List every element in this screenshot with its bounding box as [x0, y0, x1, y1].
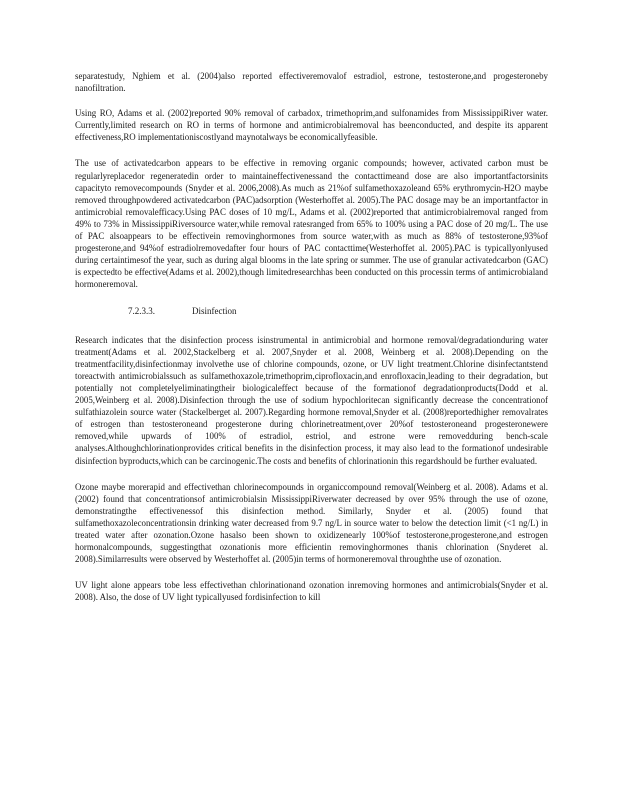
paragraph-disinfection: Research indicates that the disinfection process isinstrumental in antimicrobial and hormone removal/degradationduring water treatment(Adams et al. 2002,Stackelberg et al. 2007,Snyder et al. 2008, Weinberg et al. 2008).Depending on the treatmentfacility,disinfectionmay involvethe use of chlorine compounds, ozone, or UV light treatment.Chlorine disinfectantstend toreactwith antimicrobialssuch as sulfamethoxazole,trimethoprim,ciprofloxacin,and enrofloxacin,leading to their degradation, but potentially not completelyeliminatingtheir biologicaleffect because of the formationof degradationproducts(Dodd et al. 2005,Weinberg et al. 2008).Disinfection through the use of sodium hypochloritecan significantly decrease the concentrationof sulfathiazolein source water (Stackelberget al. 2007).Regarding hormone removal,Snyder et al. (2008)reportedhigher removalrates of estrogen than testosteroneand progesterone during chlorinetreatment,over 20%of testosteroneand progesteronewere removed,while upwards of 100% of estradiol, estriol, and estrone were removedduring bench-scale analyses.Althoughchlorinationprovides critical benefits in the disinfection process, it may also lead to the formationof undesirable disinfection byproducts,which can be carcinogenic.The costs and benefits of chlorinationin this regardshould be further evaluated.: [75, 334, 548, 466]
paragraph-uv-light: UV light alone appears tobe less effectivethan chlorinationand ozonation inremoving hormones and antimicrobials(Snyder et al. 2008). Also, the dose of UV light typicallyused fordisinfection to kill: [75, 580, 548, 603]
paragraph-reverse-osmosis: Using RO, Adams et al. (2002)reported 90% removal of carbadox, trimethoprim,and sulfonamides from MississippiRiver water. Currently,limited research on RO in terms of hormone and antimicrobialremoval has beenconducted, and despite its apparent effectiveness,RO implementationiscostlyand maynotalways be economicallyfeasible.: [75, 108, 548, 143]
section-heading: [128, 305, 548, 317]
paragraph-nanofiltration: separatestudy, Nghiem et al. (2004)also reported effectiveremovalof estradiol, estrone, testosterone,and progesteroneby nanofiltration.: [75, 71, 548, 94]
paragraph-ozone: Ozone maybe morerapid and effectivethan chlorinecompounds in organiccompound removal(Weinberg et al. 2008). Adams et al. (2002) found that concentrationsof antimicrobialsin MississippiRiverwater decreased by over 95% through the use of ozone, demonstratingthe effectivenessof this disinfection method. Similarly, Snyder et al. (2005) found that sulfamethoxazoleconcentrationsin drinking water decreased from 9.7 ng/L in source water to below the detection limit (<1 ng/L) in treated water after ozonation.Ozone hasalso been shown to oxidizenearly 100%of testosterone,progesterone,and estrogen hormonalcompounds, suggestingthat ozonationis more efficientin removinghormones thanis chlorination (Snyderet al. 2008).Similarresults were observed by Westerhoffet al. (2005)in terms of hormoneremoval throughthe use of ozonation.: [75, 481, 548, 565]
document-body: [75, 70, 548, 617]
section-number: 7.2.3.3.: [128, 305, 155, 316]
section-title: Disinfection: [192, 305, 237, 316]
paragraph-activated-carbon: The use of activatedcarbon appears to be effective in removing organic compounds; however, activated carbon must be regularlyreplacedor regeneratedin order to maintaineffectivenessand the contacttimeand dose are also importantfactorsinits capacityto removecompounds (Snyder et al. 2006,2008).As much as 21%of sulfamethoxazoleand 65% erythromycin-H2O maybe removed throughpowdered activatedcarbon (PAC)adsorption (Westerhoffet al. 2005).The PAC dosage may be an importantfactor in antimicrobial removalefficacy.Using PAC doses of 10 mg/L, Adams et al. (2002)reported that antimicrobialremoval ranged from 49% to 73% in MississippiRiversource water,while removal ratesranged from 65% to 100% using a PAC dose of 20 mg/L. The use of PAC alsoappears to be effectivein removinghormones from source water,with as much as 88% of testosterone,93%of progesterone,and 94%of estradiolremovedafter four hours of PAC contacttime(Westerhoffet al. 2005).PAC is typicallyonlyused during certaintimesof the year, such as during algal blooms in the late spring or summer. The use of granular activatedcarbon (GAC) is expectedto be effective(Adams et al. 2002),though limitedresearchhas been conducted on this processin terms of antimicrobialand hormoneremoval.: [75, 158, 548, 290]
